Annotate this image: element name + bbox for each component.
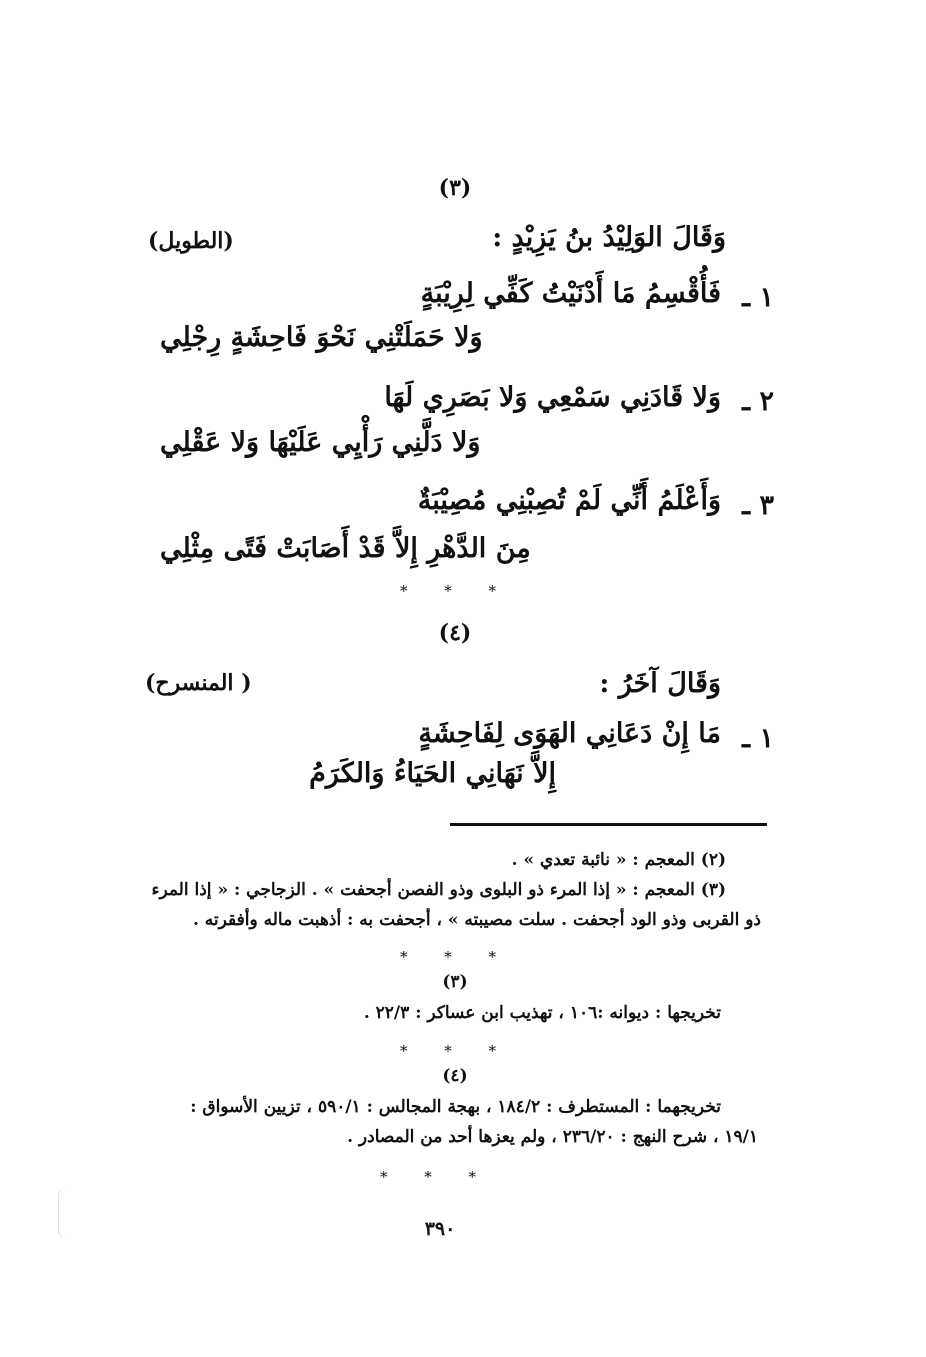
footnote-section4-line1: تخريجهما : المستطرف : ١٨٤/٢ ، بهجة المجالس : ٥٩٠/١ ، تزيين الأسواق : bbox=[190, 1097, 721, 1117]
scan-edge-mark bbox=[58, 1188, 73, 1238]
footnote-section3-text: تخريجها : ديوانه :١٠٦ ، تهذيب ابن عساكر : ٢٢/٣ . bbox=[363, 1003, 721, 1023]
footnote-separator-3: * * * bbox=[380, 1168, 493, 1186]
poem3-verse2-number: ٢ ـ bbox=[742, 386, 774, 417]
poem3-intro: وَقَالَ الوَلِيْدُ بنُ يَزِيْدٍ : bbox=[492, 222, 726, 253]
poem3-verse3-number: ٣ ـ bbox=[742, 490, 774, 521]
poem3-verse3-first-hemistich: وَأَعْلَمُ أَنِّي لَمْ تُصِبْنِي مُصِيْبَةٌ bbox=[417, 485, 721, 516]
footnote-section3-number: (٣) bbox=[442, 972, 468, 992]
poem3-verse1-second-hemistich: وَلا حَمَلَتْنِي نَحْوَ فَاحِشَةٍ رِجْلِي bbox=[160, 322, 483, 353]
poem4-intro: وَقَالَ آخَرُ : bbox=[599, 668, 721, 699]
poem4-meter: ( المنسرح) bbox=[145, 670, 252, 696]
poem4-number: (٤) bbox=[438, 620, 472, 646]
section-separator: * * * bbox=[400, 582, 513, 600]
poem3-verse2-second-hemistich: وَلا دَلَّنِي رَأْيِي عَلَيْهَا وَلا عَقْلِي bbox=[160, 427, 481, 458]
poem3-number: (٣) bbox=[438, 175, 472, 201]
footnote-3-line1: (٣) المعجم : « إذا المرء ذو البلوى وذو الفصن أجحفت » . الزجاجي : « إذا المرء bbox=[151, 880, 726, 900]
poem3-meter: (الطويل) bbox=[148, 228, 234, 254]
footnote-2: (٢) المعجم : « نائبة تعدي » . bbox=[511, 850, 726, 870]
poem3-verse1-number: ١ ـ bbox=[742, 282, 774, 313]
footnote-3-line2: ذو القربى وذو الود أجحفت . سلت مصيبته » ، أجحفت به : أذهبت ماله وأفقرته . bbox=[192, 910, 761, 930]
poem3-verse2-first-hemistich: وَلا قَادَنِي سَمْعِي وَلا بَصَرِي لَهَا bbox=[384, 382, 721, 413]
poem4-verse1-number: ١ ـ bbox=[742, 723, 774, 754]
footnote-section4-line2: ١٩/١ ، شرح النهج : ٢٣٦/٢٠ ، ولم يعزها أحد من المصادر . bbox=[347, 1127, 758, 1147]
footnote-divider bbox=[450, 823, 767, 826]
poem4-verse1-second-hemistich: إِلاَّ نَهَانِي الحَيَاءُ وَالكَرَمُ bbox=[309, 758, 556, 789]
poem3-verse3-second-hemistich: مِنَ الدَّهْرِ إِلاَّ قَدْ أَصَابَتْ فَتًى مِثْلِي bbox=[160, 533, 531, 564]
poem3-verse1-first-hemistich: فَأُقْسِمُ مَا أَدْنَيْتُ كَفِّي لِرِيْبَةٍ bbox=[420, 278, 721, 309]
page-number: ٣٩٠ bbox=[424, 1218, 456, 1240]
footnote-section4-number: (٤) bbox=[442, 1066, 468, 1086]
footnote-separator-2: * * * bbox=[400, 1042, 513, 1060]
poem4-verse1-first-hemistich: مَا إِنْ دَعَانِي الهَوَى لِفَاحِشَةٍ bbox=[418, 718, 721, 749]
footnote-separator-1: * * * bbox=[400, 948, 513, 966]
